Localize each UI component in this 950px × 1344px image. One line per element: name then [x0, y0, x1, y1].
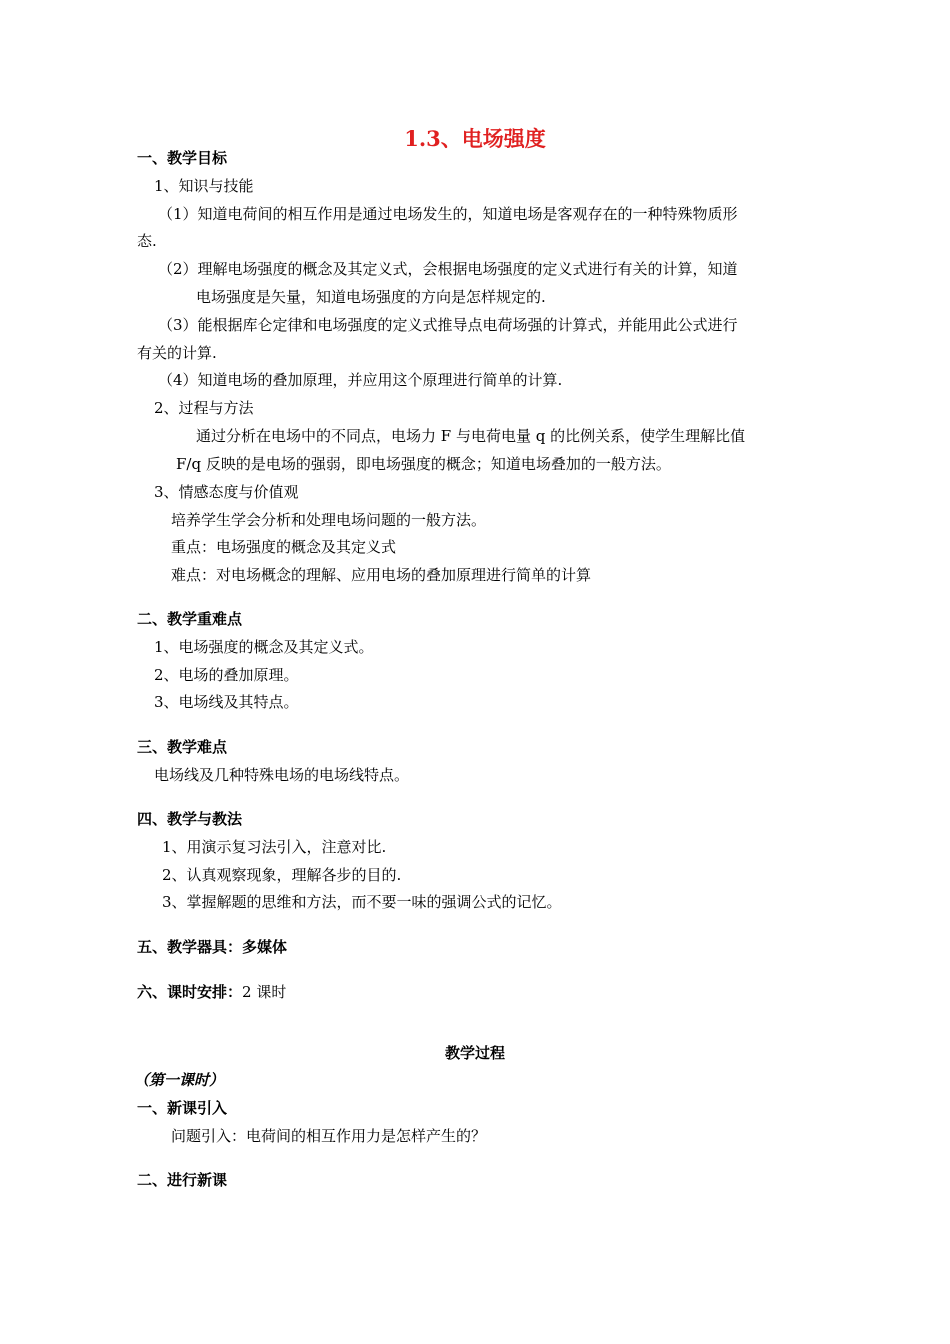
section-heading-difficulty: 三、教学难点	[137, 738, 228, 756]
list-item: 1、用演示复习法引入，注意对比.	[162, 838, 387, 856]
period-label: （第一课时）	[134, 1071, 225, 1089]
paragraph-text: 电场强度是矢量，知道电场强度的方向是怎样规定的.	[196, 288, 546, 306]
paragraph-text: 问题引入：电荷间的相互作用力是怎样产生的？	[171, 1127, 487, 1145]
section-heading-new-lesson: 二、进行新课	[137, 1171, 228, 1189]
paragraph-text: 通过分析在电场中的不同点，电场力 F 与电荷电量 q 的比例关系，使学生理解比值	[196, 427, 746, 445]
paragraph-text: （2）理解电场强度的概念及其定义式，会根据电场强度的定义式进行有关的计算，知道	[158, 260, 738, 278]
list-item: 2、认真观察现象，理解各步的目的.	[162, 866, 402, 884]
paragraph-text: F/q 反映的是电场的强弱，即电场强度的概念；知道电场叠加的一般方法。	[176, 455, 671, 473]
paragraph-text: 电场线及几种特殊电场的电场线特点。	[154, 766, 410, 784]
section-heading-key-difficult: 二、教学重难点	[137, 610, 243, 628]
list-item: 1、电场强度的概念及其定义式。	[154, 638, 374, 656]
list-item: 3、电场线及其特点。	[154, 693, 299, 711]
paragraph-text: 有关的计算.	[137, 344, 217, 362]
document-title: 1.3、电场强度	[404, 126, 546, 151]
paragraph-text: 态.	[137, 232, 157, 250]
list-item: 3、掌握解题的思维和方法，而不要一味的强调公式的记忆。	[162, 893, 562, 911]
section-heading-intro: 一、新课引入	[137, 1099, 228, 1117]
paragraph-text: （1）知道电荷间的相互作用是通过电场发生的，知道电场是客观存在的一种特殊物质形	[158, 205, 738, 223]
schedule-value: 2 课时	[242, 983, 287, 1001]
subheading-attitude-values: 3、情感态度与价值观	[154, 483, 299, 501]
paragraph-text: （4）知道电场的叠加原理，并应用这个原理进行简单的计算.	[158, 371, 563, 389]
section-heading-equipment: 五、教学器具：多媒体	[137, 938, 288, 956]
section-heading-schedule: 六、课时安排：	[137, 983, 243, 1001]
paragraph-text: （3）能根据库仑定律和电场强度的定义式推导点电荷场强的计算式，并能用此公式进行	[158, 316, 738, 334]
list-item: 2、电场的叠加原理。	[154, 666, 299, 684]
subheading-knowledge-skills: 1、知识与技能	[154, 177, 254, 195]
difficulty-text: 难点：对电场概念的理解、应用电场的叠加原理进行简单的计算	[171, 566, 592, 584]
subheading-process-method: 2、过程与方法	[154, 399, 254, 417]
process-heading: 教学过程	[444, 1044, 505, 1062]
section-schedule	[137, 982, 286, 1002]
section-heading-methods: 四、教学与教法	[137, 810, 243, 828]
key-point-text: 重点：电场强度的概念及其定义式	[171, 538, 397, 556]
section-heading-objectives: 一、教学目标	[137, 149, 228, 167]
paragraph-text: 培养学生学会分析和处理电场问题的一般方法。	[171, 511, 487, 529]
